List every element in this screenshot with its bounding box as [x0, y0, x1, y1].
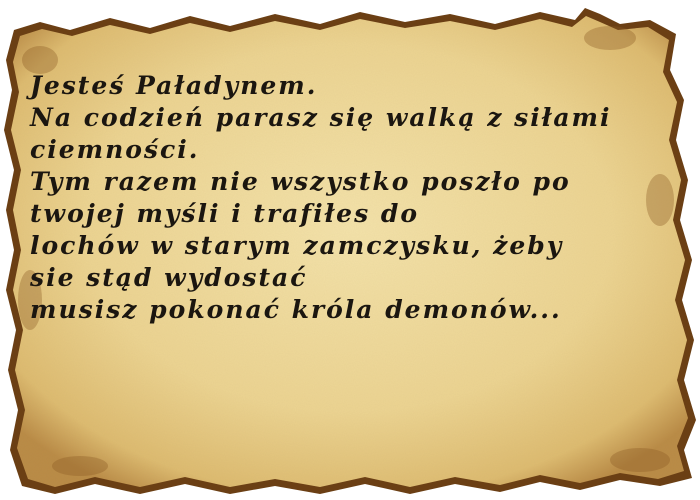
story-line: Tym razem nie wszystko poszło po	[30, 167, 571, 196]
story-line: ciemności.	[30, 135, 200, 164]
story-line: musisz pokonać króla demonów...	[30, 295, 562, 324]
story-text	[30, 70, 670, 326]
story-line: twojej myśli i trafiłes do	[30, 199, 420, 228]
story-line: sie stąd wydostać	[30, 263, 308, 292]
story-line: lochów w starym zamczysku, żeby	[30, 231, 564, 260]
story-line: Jesteś Paładynem.	[30, 71, 318, 100]
story-line: Na codzień parasz się walką z siłami	[30, 103, 612, 132]
